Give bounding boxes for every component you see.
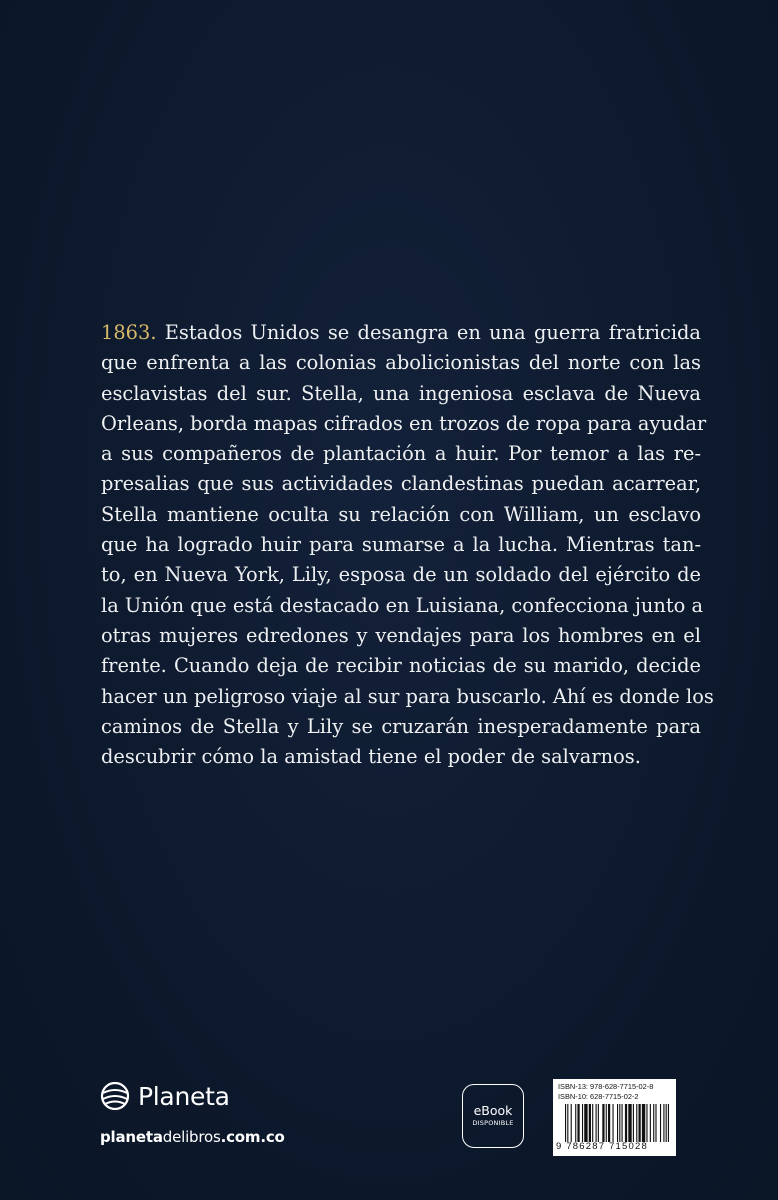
synopsis-line: descubrir cómo la amistad tiene el poder de salvarnos. bbox=[101, 745, 641, 769]
site-part-2: delibros bbox=[162, 1128, 221, 1146]
barcode-bar bbox=[612, 1104, 613, 1142]
barcode-bar bbox=[577, 1104, 579, 1142]
synopsis-line-text: Estados Unidos se desangra en una guerra fratricida bbox=[156, 321, 701, 344]
synopsis-line: que enfrenta a las colonias abolicionistas del norte con las bbox=[101, 351, 701, 375]
barcode-bar bbox=[660, 1104, 661, 1142]
barcode-bar bbox=[628, 1104, 631, 1142]
barcode-bar bbox=[598, 1104, 599, 1142]
synopsis-text bbox=[101, 318, 714, 772]
barcode-bar bbox=[653, 1104, 654, 1142]
barcode-bar bbox=[567, 1104, 568, 1142]
barcode-bar bbox=[636, 1104, 637, 1142]
barcode-bar bbox=[650, 1104, 651, 1142]
synopsis-line: esclavistas del sur. Stella, una ingeniosa esclava de Nueva bbox=[101, 381, 701, 405]
barcode-bar bbox=[589, 1104, 591, 1142]
barcode-bar bbox=[617, 1104, 618, 1142]
barcode-bar bbox=[638, 1104, 640, 1142]
barcode-bar bbox=[565, 1104, 566, 1142]
barcode-bar bbox=[663, 1104, 664, 1142]
publisher-logo bbox=[100, 1080, 230, 1112]
barcode-bar bbox=[584, 1104, 587, 1142]
barcode-bar bbox=[608, 1104, 610, 1142]
ebook-badge bbox=[462, 1084, 524, 1148]
barcode-bar bbox=[571, 1104, 572, 1142]
synopsis-line: caminos de Stella y Lily se cruzarán inesperadamente para bbox=[101, 714, 701, 738]
barcode-bar bbox=[655, 1104, 656, 1142]
isbn10-label: ISBN-10: 628-7715-02-2 bbox=[558, 1092, 639, 1101]
barcode-bar bbox=[646, 1104, 647, 1142]
barcode-bar bbox=[602, 1104, 604, 1142]
barcode-bar bbox=[592, 1104, 593, 1142]
year-highlight: 1863. bbox=[101, 321, 157, 344]
site-part-1: planeta bbox=[100, 1128, 163, 1146]
synopsis-line: que ha logrado huir para sumarse a la lucha. Mientras tan- bbox=[101, 533, 701, 557]
publisher-name: Planeta bbox=[138, 1081, 230, 1111]
synopsis-line: to, en Nueva York, Lily, esposa de un soldado del ejército de bbox=[101, 563, 701, 587]
synopsis-line: a sus compañeros de plantación a huir. Por temor a las re- bbox=[101, 442, 701, 466]
barcode-number: 9 786287 715028 bbox=[556, 1141, 648, 1152]
ebook-subtitle: DISPONIBLE bbox=[472, 1119, 514, 1127]
barcode-bar bbox=[642, 1104, 645, 1142]
barcode-bar bbox=[633, 1104, 634, 1142]
barcode-bar bbox=[625, 1104, 627, 1142]
barcode-bar bbox=[666, 1104, 667, 1142]
barcode-bar bbox=[596, 1104, 597, 1142]
barcode-bar bbox=[619, 1104, 620, 1142]
barcode-bar bbox=[582, 1104, 583, 1142]
synopsis-line: Stella mantiene oculta su relación con William, un esclavo bbox=[101, 502, 701, 526]
synopsis-line: presalias que sus actividades clandestinas puedan acarrear, bbox=[101, 472, 701, 496]
barcode-panel bbox=[553, 1079, 676, 1156]
synopsis-line: frente. Cuando deja de recibir noticias de su marido, decide bbox=[101, 654, 701, 678]
barcode-bar bbox=[575, 1104, 576, 1142]
barcode-bar bbox=[606, 1104, 607, 1142]
planeta-globe-icon bbox=[100, 1081, 130, 1111]
barcode-bar bbox=[668, 1104, 669, 1142]
synopsis-line bbox=[101, 318, 701, 348]
barcode-bars bbox=[565, 1104, 669, 1142]
synopsis-line: otras mujeres edredones y vendajes para los hombres en el bbox=[101, 623, 701, 647]
publisher-website[interactable] bbox=[100, 1128, 285, 1146]
synopsis-line: la Unión que está destacado en Luisiana, confecciona junto a bbox=[101, 593, 704, 617]
ebook-title: eBook bbox=[473, 1103, 513, 1118]
synopsis-line: Orleans, borda mapas cifrados en trozos de ropa para ayudar bbox=[101, 411, 707, 435]
synopsis-line: hacer un peligroso viaje al sur para buscarlo. Ahí es donde los bbox=[101, 684, 714, 708]
barcode-bar bbox=[622, 1104, 623, 1142]
isbn13-label: ISBN-13: 978-628-7715-02-8 bbox=[558, 1082, 654, 1091]
site-part-3: .com.co bbox=[220, 1128, 285, 1146]
